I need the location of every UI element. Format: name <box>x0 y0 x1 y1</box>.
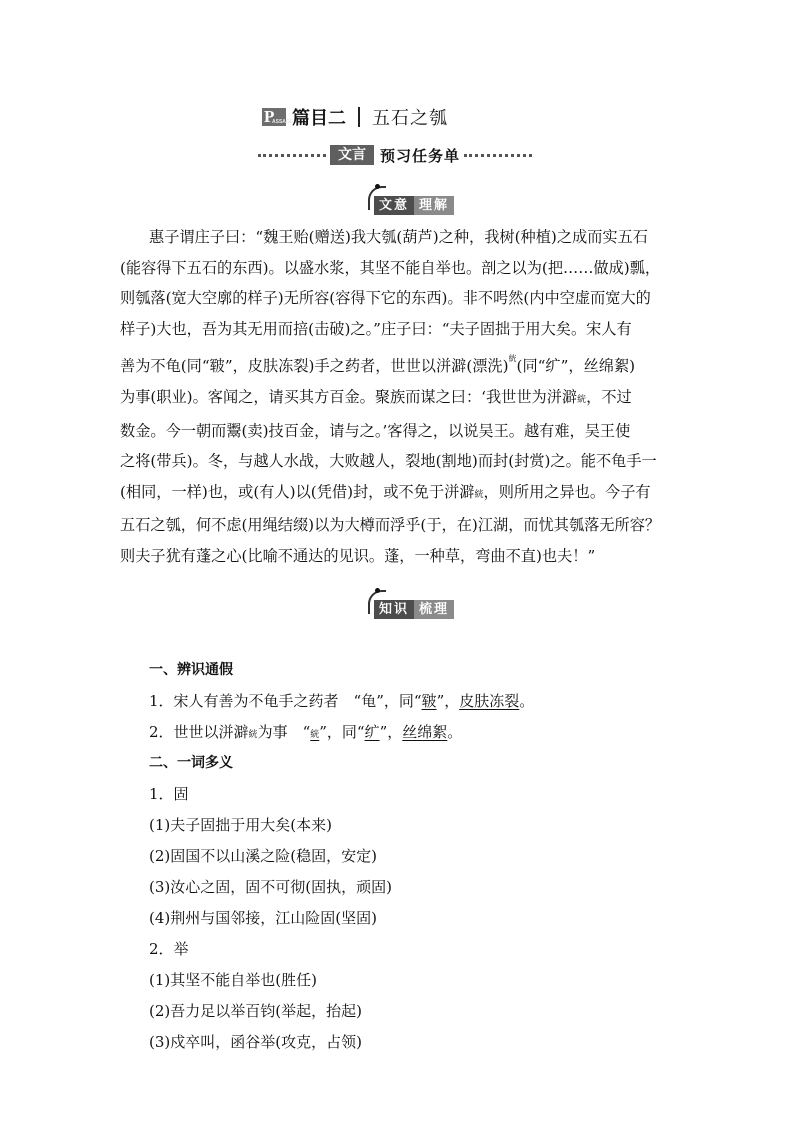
passage-text: (相同，一样)也，或(有人)以(凭借)封，或不免于洴澼 <box>120 482 475 501</box>
answer-underlined: 皮肤冻裂 <box>459 692 520 710</box>
passage-line: 之将(带兵)。冬，与越人水战，大败越人，裂地(割地)而封(封赏)之。能不龟手一 <box>120 452 657 471</box>
section-badge-knowledge <box>368 596 464 618</box>
notes-text: 为事 “ <box>257 723 311 741</box>
dotted-line-right <box>464 154 532 157</box>
passage-text: ，则所用之异也。今子有 <box>483 482 651 501</box>
passage-line: (能容得下五石的东西)。以盛水浆，其坚不能自举也。剖之以为(把……做成)瓢， <box>120 258 661 277</box>
passage-badge <box>262 107 294 126</box>
word-sense: (2)固国不以山溪之险(稳固，安定) <box>149 847 377 865</box>
passage-text: ，不过 <box>586 387 632 406</box>
notes-item <box>149 717 677 748</box>
passage-line: 则夫子犹有蓬之心(比喻不通达的见识。蓬，一种草，弯曲不直)也夫！” <box>120 546 596 565</box>
passage-line: 数金。今一朝而鬻(卖)技百金，请与之。’客得之，以说吴王。越有难，吴王使 <box>120 421 631 440</box>
passage-line <box>120 344 677 382</box>
notes-heading: 二、一词多义 <box>149 755 233 771</box>
notes-heading: 一、辨识通假 <box>149 662 233 678</box>
word-heading: 2．举 <box>149 940 189 958</box>
rare-char: 絖 <box>248 730 258 740</box>
task-tag: 文言 <box>330 145 374 165</box>
word-heading: 1．固 <box>149 785 189 803</box>
badge-part-b: 梳理 <box>414 600 454 619</box>
rare-char: 絖 <box>508 354 517 364</box>
answer-underlined: 纩 <box>364 723 380 741</box>
page-header <box>262 104 448 130</box>
notes-text: 2．世世以洴澼 <box>149 723 249 741</box>
header-divider <box>358 107 360 127</box>
badge-letter: P <box>264 107 275 126</box>
word-sense: (3)汝心之固，固不可彻(固执，顽固) <box>149 878 392 896</box>
passage-line <box>120 382 677 416</box>
classical-passage <box>120 222 677 572</box>
notes-text: 。 <box>519 692 535 710</box>
notes-text: 。 <box>447 723 463 741</box>
badge-small-text: ASSAGE <box>272 119 294 125</box>
section-number: 篇目二 <box>292 108 346 129</box>
notes-text: ”， <box>379 723 403 741</box>
passage-text: 善为不龟(同“皲”，皮肤冻裂)手之药者，世世以洴澼(漂洗) <box>120 357 509 376</box>
notes-text: 1．宋人有善为不龟手之药者 “龟”，同“ <box>149 692 422 710</box>
knowledge-notes <box>149 655 677 1058</box>
passage-line: 惠子谓庄子曰：“魏王贻(赠送)我大瓠(葫芦)之种，我树(种植)之成而实五石 <box>149 228 648 246</box>
passage-line: 则瓠落(宽大空廓的样子)无所容(容得下它的东西)。非不呺然(内中空虚而宽大的 <box>120 289 651 308</box>
rare-char: 絖 <box>577 394 587 405</box>
badge-part-b: 理解 <box>414 196 454 215</box>
passage-line <box>120 477 677 511</box>
task-bar <box>258 144 532 166</box>
badge-part-a: 知识 <box>374 600 414 619</box>
word-sense: (3)戍卒叫，函谷举(攻克，占领) <box>149 1033 362 1051</box>
page-title: 五石之瓠 <box>372 108 448 129</box>
passage-line: 样子)大也，吾为其无用而掊(击破)之。”庄子曰：“夫子固拙于用大矣。宋人有 <box>120 319 632 338</box>
answer-underlined: 丝绵絮 <box>402 723 448 741</box>
passage-text: (同“纩”，丝绵絮) <box>516 357 636 376</box>
badge-part-a: 文意 <box>374 196 414 215</box>
word-sense: (1)夫子固拙于用大矣(本来) <box>149 816 332 834</box>
word-sense: (1)其坚不能自举也(胜任) <box>149 971 317 989</box>
dotted-line-left <box>258 154 326 157</box>
word-sense: (4)荆州与国邻接，江山险固(坚固) <box>149 909 377 927</box>
notes-text: ”，同“ <box>319 723 365 741</box>
section-badge-meaning <box>368 192 464 214</box>
answer-underlined: 絖 <box>310 730 320 740</box>
answer-underlined: 皲 <box>421 692 437 710</box>
rare-char: 絖 <box>474 489 484 500</box>
task-title: 预习任务单 <box>380 146 461 165</box>
notes-text: ”， <box>436 692 460 710</box>
notes-item <box>149 686 677 717</box>
passage-text: 为事(职业)。客闻之，请买其方百金。聚族而谋之曰：‘我世世为洴澼 <box>120 387 578 406</box>
word-sense: (2)吾力足以举百钧(举起，抬起) <box>149 1002 362 1020</box>
passage-line: 五石之瓠，何不虑(用绳结缀)以为大樽而浮乎(于，在)江湖，而忧其瓠落无所容？ <box>120 516 661 535</box>
